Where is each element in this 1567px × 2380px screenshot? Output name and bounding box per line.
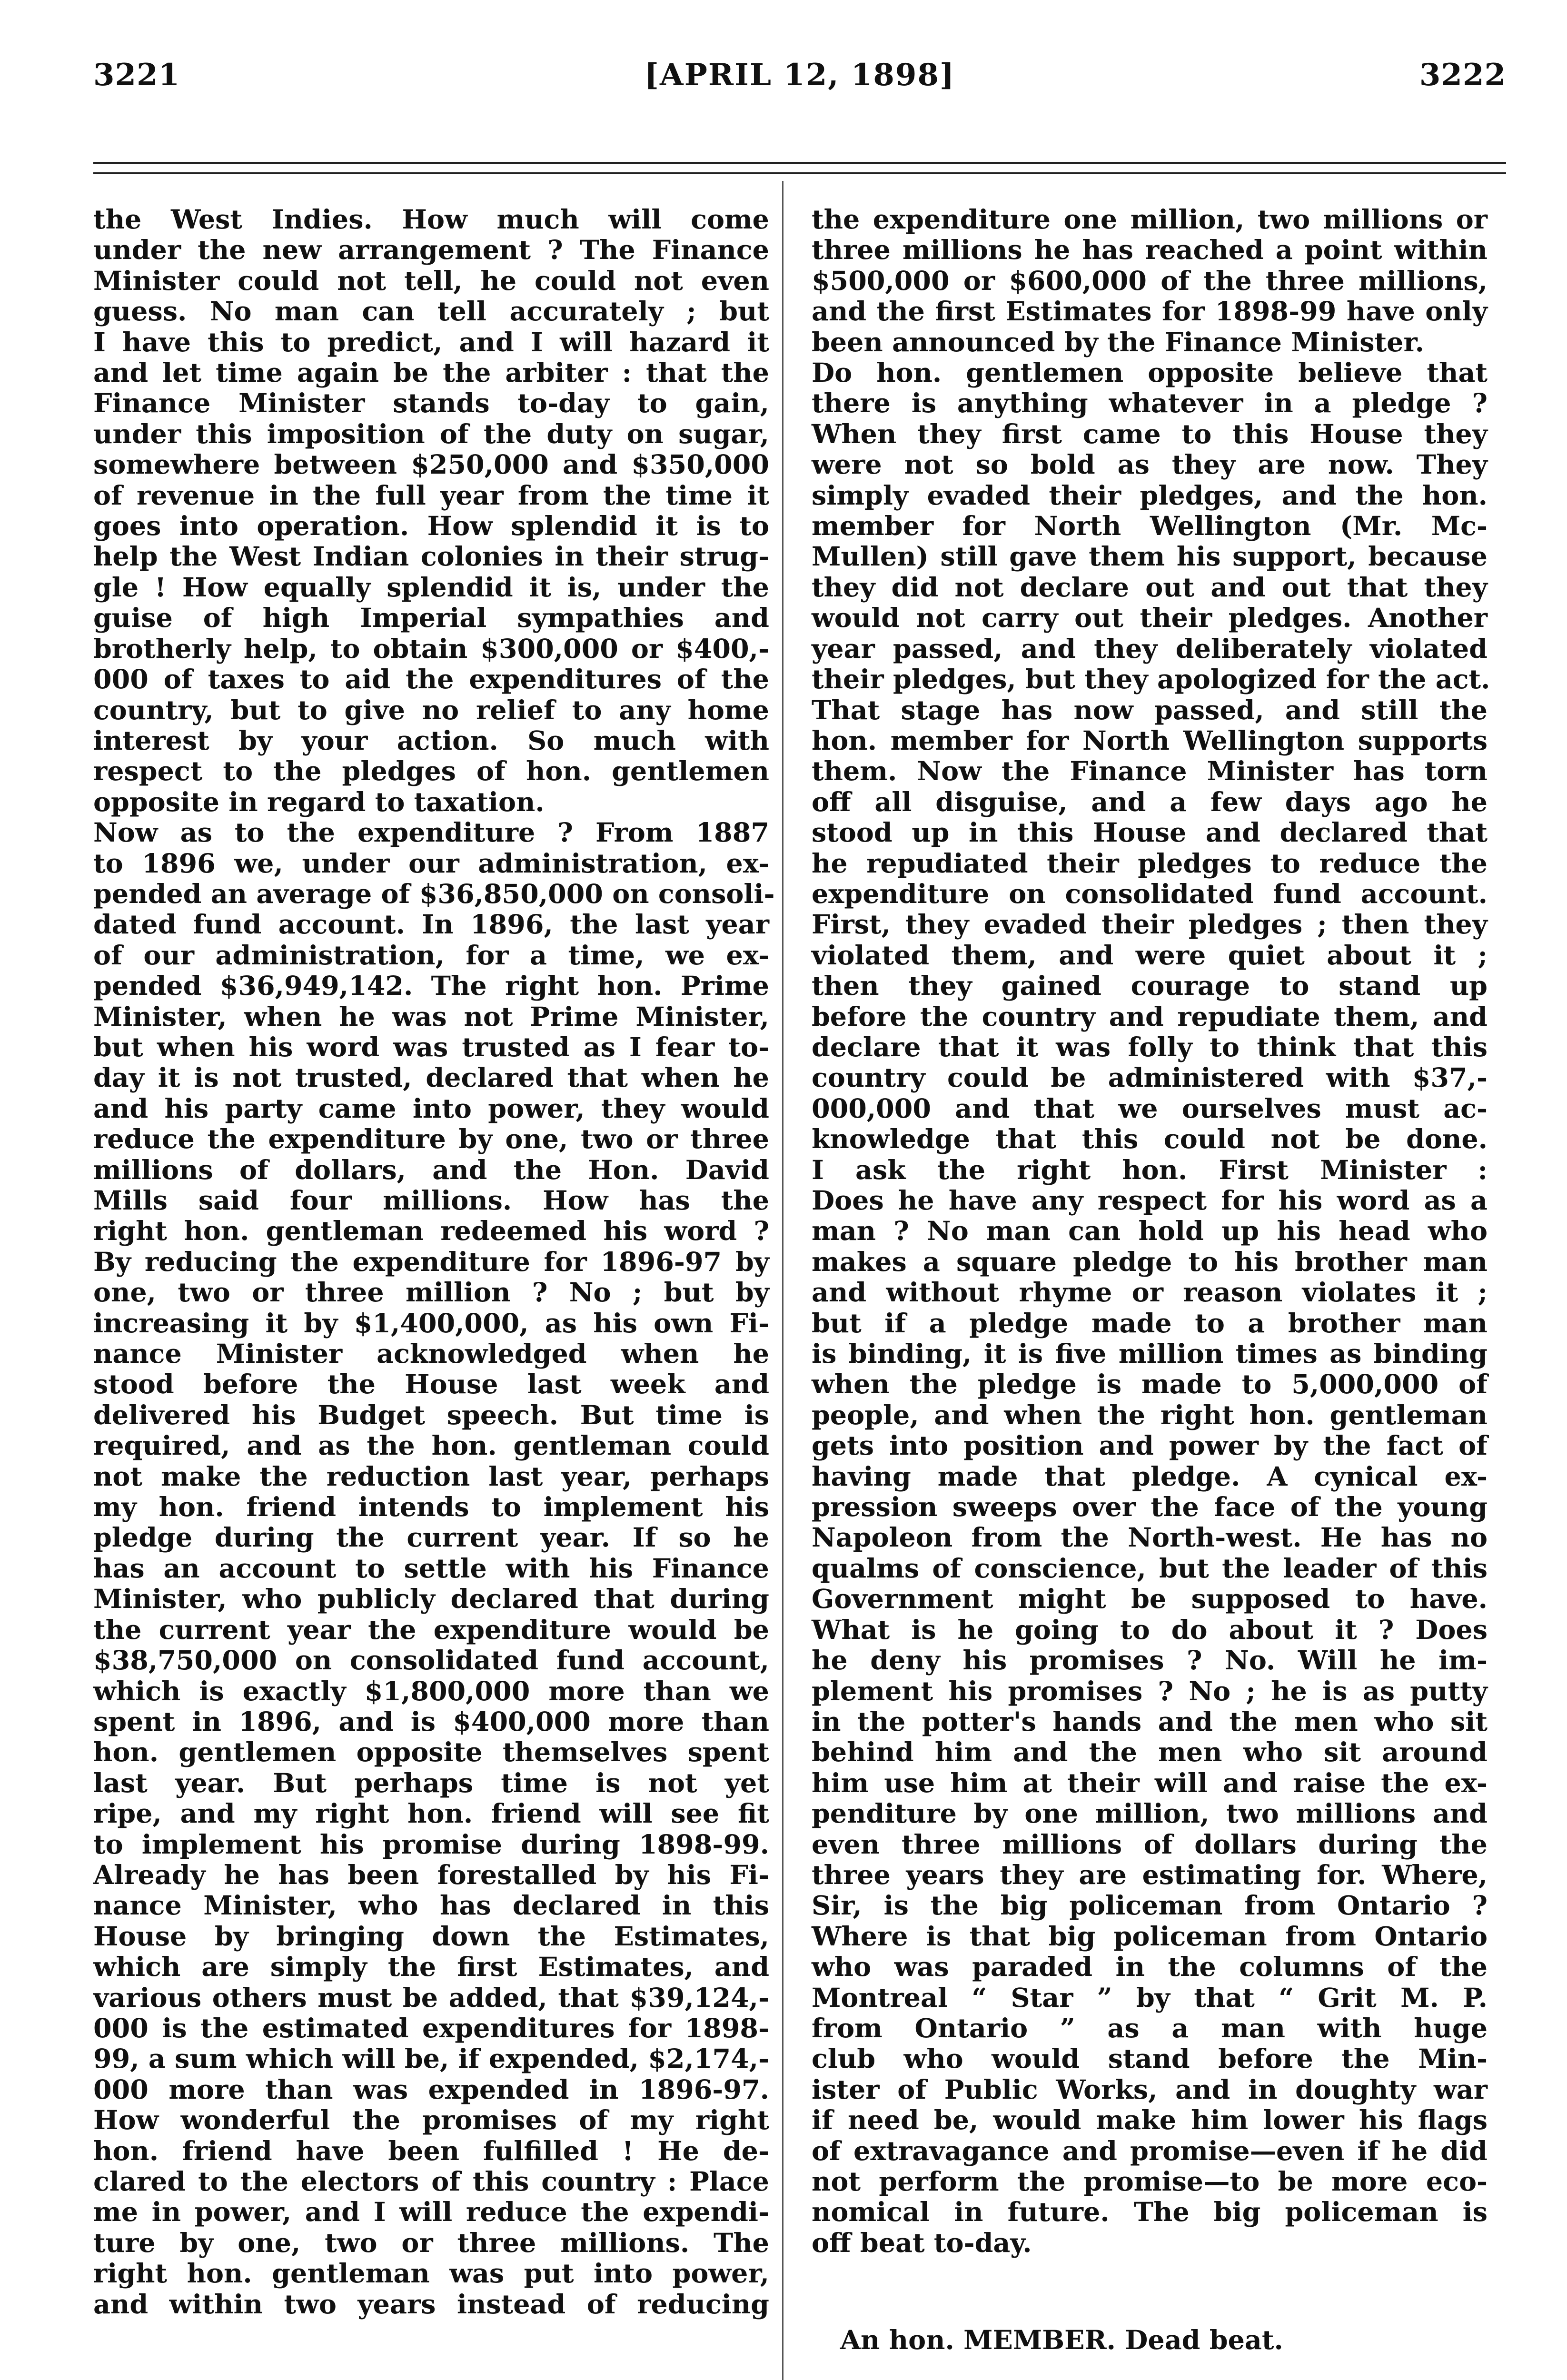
- text-line: stood up in this House and declared that: [812, 817, 1488, 849]
- text-line: my hon. friend intends to implement his: [93, 1492, 769, 1523]
- text-line: Does he have any respect for his word as a: [812, 1185, 1488, 1216]
- text-line: I have this to predict, and I will hazard it: [93, 327, 769, 358]
- text-line: Do hon. gentlemen opposite believe that: [812, 357, 1488, 389]
- text-line: to implement his promise during 1898-99.: [93, 1829, 769, 1860]
- text-line: interest by your action. So much with: [93, 725, 769, 756]
- text-line: guess. No man can tell accurately ; but: [93, 296, 769, 327]
- text-line: simply evaded their pledges, and the hon.: [812, 480, 1488, 511]
- text-line: violated them, and were quiet about it ;: [812, 940, 1488, 971]
- text-line: behind him and the men who sit around: [812, 1737, 1488, 1768]
- text-line: to 1896 we, under our administration, ex-: [93, 848, 769, 879]
- text-line: not make the reduction last year, perhaps: [93, 1461, 769, 1492]
- text-line: were not so bold as they are now. They: [812, 449, 1488, 481]
- text-line: respect to the pledges of hon. gentlemen: [93, 756, 769, 787]
- text-line: Minister, who publicly declared that during: [93, 1584, 769, 1615]
- text-line: having made that pledge. A cynical ex-: [812, 1461, 1488, 1492]
- text-line: there is anything whatever in a pledge ?: [812, 388, 1488, 419]
- text-line: ister of Public Works, and in doughty war: [812, 2074, 1488, 2105]
- text-line: but when his word was trusted as I fear to-: [93, 1031, 769, 1063]
- text-line: and within two years instead of reducing: [93, 2289, 769, 2320]
- text-line: of our administration, for a time, we ex-: [93, 940, 769, 971]
- text-line: Minister, when he was not Prime Minister,: [93, 1001, 769, 1032]
- text-line: under the new arrangement ? The Finance: [93, 235, 769, 266]
- text-line: 000,000 and that we ourselves must ac-: [812, 1093, 1488, 1124]
- text-line: he deny his promises ? No. Will he im-: [812, 1645, 1488, 1676]
- text-line: I ask the right hon. First Minister :: [812, 1154, 1488, 1186]
- text-line: spent in 1896, and is $400,000 more than: [93, 1706, 769, 1737]
- page-number-left: 3221: [93, 57, 180, 93]
- text-line: makes a square pledge to his brother man: [812, 1246, 1488, 1278]
- text-line: which is exactly $1,800,000 more than we: [93, 1676, 769, 1707]
- text-line: the current year the expenditure would be: [93, 1614, 769, 1646]
- text-line: help the West Indian colonies in their strug-: [93, 541, 769, 573]
- text-line: millions of dollars, and the Hon. David: [93, 1154, 769, 1186]
- text-line: then they gained courage to stand up: [812, 971, 1488, 1002]
- header-date: [APRIL 12, 1898]: [644, 57, 955, 93]
- text-line: three years they are estimating for. Where,: [812, 1859, 1488, 1891]
- text-line: hon. gentlemen opposite themselves spent: [93, 1737, 769, 1768]
- text-line: which are simply the first Estimates, and: [93, 1952, 769, 1983]
- text-line: of extravagance and promise—even if he did: [812, 2135, 1488, 2167]
- text-line: even three millions of dollars during the: [812, 1829, 1488, 1860]
- text-line: club who would stand before the Min-: [812, 2043, 1488, 2075]
- text-line: the West Indies. How much will come: [93, 204, 769, 235]
- text-line: opposite in regard to taxation.: [93, 786, 545, 818]
- text-line: he repudiated their pledges to reduce the: [812, 848, 1488, 879]
- text-line: their pledges, but they apologized for the act.: [812, 664, 1490, 695]
- text-line: Minister could not tell, he could not even: [93, 265, 769, 297]
- text-line: ture by one, two or three millions. The: [93, 2227, 769, 2259]
- text-line: member for North Wellington (Mr. Mc-: [812, 511, 1488, 542]
- text-line: pended $36,949,142. The right hon. Prime: [93, 971, 769, 1002]
- text-line: off all disguise, and a few days ago he: [812, 786, 1488, 818]
- text-line: somewhere between $250,000 and $350,000: [93, 449, 769, 481]
- text-line: 99, a sum which will be, if expended, $2,174,-: [93, 2043, 770, 2075]
- text-line: would not carry out their pledges. Another: [812, 603, 1488, 634]
- text-line: three millions he has reached a point within: [812, 235, 1488, 266]
- text-line: and let time again be the arbiter : that the: [93, 357, 769, 389]
- text-line: country could be administered with $37,-: [812, 1062, 1488, 1094]
- text-line: nance Minister acknowledged when he: [93, 1339, 769, 1370]
- text-line: right hon. gentleman was put into power,: [93, 2258, 769, 2290]
- column-divider: [782, 181, 784, 2380]
- text-line: who was paraded in the columns of the: [812, 1952, 1488, 1983]
- text-line: required, and as the hon. gentleman could: [93, 1430, 769, 1462]
- text-line: not perform the promise—to be more eco-: [812, 2166, 1488, 2197]
- text-line: How wonderful the promises of my right: [93, 2105, 769, 2136]
- text-line: various others must be added, that $39,124,-: [93, 1982, 769, 2013]
- text-line: country, but to give no relief to any home: [93, 694, 769, 726]
- text-line: if need be, would make him lower his flags: [812, 2105, 1488, 2136]
- text-line: Sir, is the big policeman from Ontario ?: [812, 1890, 1488, 1922]
- text-line: 000 is the estimated expenditures for 1898-: [93, 2013, 769, 2044]
- text-line: When they first came to this House they: [812, 418, 1488, 450]
- text-line: under this imposition of the duty on sugar,: [93, 418, 769, 450]
- text-line: one, two or three million ? No ; but by: [93, 1277, 769, 1309]
- text-line: expenditure on consolidated fund account.: [812, 878, 1488, 910]
- text-line: hon. member for North Wellington supports: [812, 725, 1488, 756]
- text-line: but if a pledge made to a brother man: [812, 1308, 1488, 1339]
- text-line: 000 of taxes to aid the expenditures of the: [93, 664, 769, 695]
- text-line: increasing it by $1,400,000, as his own Fi-: [93, 1308, 769, 1339]
- text-line: Already he has been forestalled by his Fi-: [93, 1859, 769, 1891]
- text-line: last year. But perhaps time is not yet: [93, 1767, 769, 1799]
- text-line: Finance Minister stands to-day to gain,: [93, 388, 769, 419]
- header-rule: [93, 162, 1506, 164]
- text-line: brotherly help, to obtain $300,000 or $400,-: [93, 633, 769, 664]
- text-line: gle ! How equally splendid it is, under the: [93, 572, 769, 603]
- text-line: man ? No man can hold up his head who: [812, 1216, 1488, 1247]
- text-line: day it is not trusted, declared that when he: [93, 1062, 769, 1094]
- text-line: right hon. gentleman redeemed his word ?: [93, 1216, 769, 1247]
- text-line: nomical in future. The big policeman is: [812, 2197, 1488, 2228]
- text-line: Napoleon from the North-west. He has no: [812, 1522, 1488, 1554]
- page-header: [93, 57, 1506, 109]
- text-line: year passed, and they deliberately violated: [812, 633, 1488, 664]
- right-column: [812, 205, 1488, 2356]
- left-column: [93, 204, 775, 2320]
- text-line: off beat to-day.: [812, 2227, 1032, 2259]
- text-line: and his party came into power, they would: [93, 1093, 769, 1124]
- text-line: 000 more than was expended in 1896-97.: [93, 2074, 769, 2105]
- text-line: ripe, and my right hon. friend will see fit: [93, 1798, 769, 1830]
- text-line: and without rhyme or reason violates it ;: [812, 1277, 1488, 1309]
- text-line: plement his promises ? No ; he is as putty: [812, 1676, 1488, 1707]
- text-line: is binding, it is five million times as binding: [812, 1339, 1488, 1370]
- text-line: has an account to settle with his Finance: [93, 1553, 769, 1584]
- text-line: clared to the electors of this country : Place: [93, 2166, 769, 2197]
- text-line: Government might be supposed to have.: [812, 1584, 1488, 1615]
- page-number-right: 3222: [1419, 57, 1506, 93]
- spacer: [812, 2259, 1488, 2325]
- text-line: before the country and repudiate them, and: [812, 1001, 1488, 1032]
- text-line: Where is that big policeman from Ontario: [812, 1921, 1488, 1952]
- text-line: him use him at their will and raise the ex-: [812, 1767, 1488, 1799]
- text-line: pledge during the current year. If so he: [93, 1522, 769, 1554]
- text-line: pression sweeps over the face of the young: [812, 1492, 1488, 1523]
- text-line: of revenue in the full year from the time it: [93, 480, 769, 511]
- text-line: First, they evaded their pledges ; then they: [812, 909, 1488, 941]
- text-line: the expenditure one million, two millions or: [812, 204, 1488, 235]
- text-line: Mills said four millions. How has the: [93, 1185, 769, 1216]
- text-line: in the potter's hands and the men who sit: [812, 1706, 1488, 1737]
- text-line: What is he going to do about it ? Does: [812, 1614, 1488, 1646]
- text-line: they did not declare out and out that they: [812, 572, 1488, 603]
- text-line: That stage has now passed, and still the: [812, 694, 1488, 726]
- text-line: and the first Estimates for 1898-99 have only: [812, 296, 1488, 327]
- text-line: House by bringing down the Estimates,: [93, 1921, 769, 1952]
- text-line: hon. friend have been fulfilled ! He de-: [93, 2135, 769, 2167]
- text-line: from Ontario ” as a man with huge: [812, 2013, 1488, 2044]
- text-line: $500,000 or $600,000 of the three millions,: [812, 265, 1488, 297]
- text-line: delivered his Budget speech. But time is: [93, 1399, 769, 1431]
- text-line: gets into position and power by the fact of: [812, 1430, 1488, 1462]
- text-line: goes into operation. How splendid it is to: [93, 511, 769, 542]
- text-line: me in power, and I will reduce the expendi-: [93, 2197, 769, 2228]
- text-line: been announced by the Finance Minister.: [812, 327, 1424, 358]
- header-rule-thin: [93, 172, 1506, 174]
- text-line: qualms of conscience, but the leader of this: [812, 1553, 1488, 1584]
- text-line: $38,750,000 on consolidated fund account,: [93, 1645, 769, 1676]
- text-line: knowledge that this could not be done.: [812, 1124, 1488, 1155]
- text-line: reduce the expenditure by one, two or three: [93, 1124, 769, 1155]
- text-line: declare that it was folly to think that this: [812, 1031, 1488, 1063]
- text-line: Mullen) still gave them his support, because: [812, 541, 1488, 573]
- text-line: dated fund account. In 1896, the last year: [93, 909, 769, 941]
- closing-interjection: An hon. MEMBER. Dead beat.: [840, 2325, 1283, 2356]
- text-line: them. Now the Finance Minister has torn: [812, 756, 1488, 787]
- text-line: stood before the House last week and: [93, 1369, 769, 1400]
- text-line: guise of high Imperial sympathies and: [93, 603, 769, 634]
- text-line: nance Minister, who has declared in this: [93, 1890, 769, 1922]
- text-line: By reducing the expenditure for 1896-97 by: [93, 1246, 769, 1278]
- text-line: when the pledge is made to 5,000,000 of: [812, 1369, 1488, 1400]
- text-line: Now as to the expenditure ? From 1887: [93, 817, 769, 849]
- text-line: penditure by one million, two millions and: [812, 1798, 1488, 1830]
- text-line: Montreal “ Star ” by that “ Grit M. P.: [812, 1982, 1488, 2013]
- text-line: people, and when the right hon. gentleman: [812, 1399, 1488, 1431]
- text-line: pended an average of $36,850,000 on consoli-: [93, 878, 775, 910]
